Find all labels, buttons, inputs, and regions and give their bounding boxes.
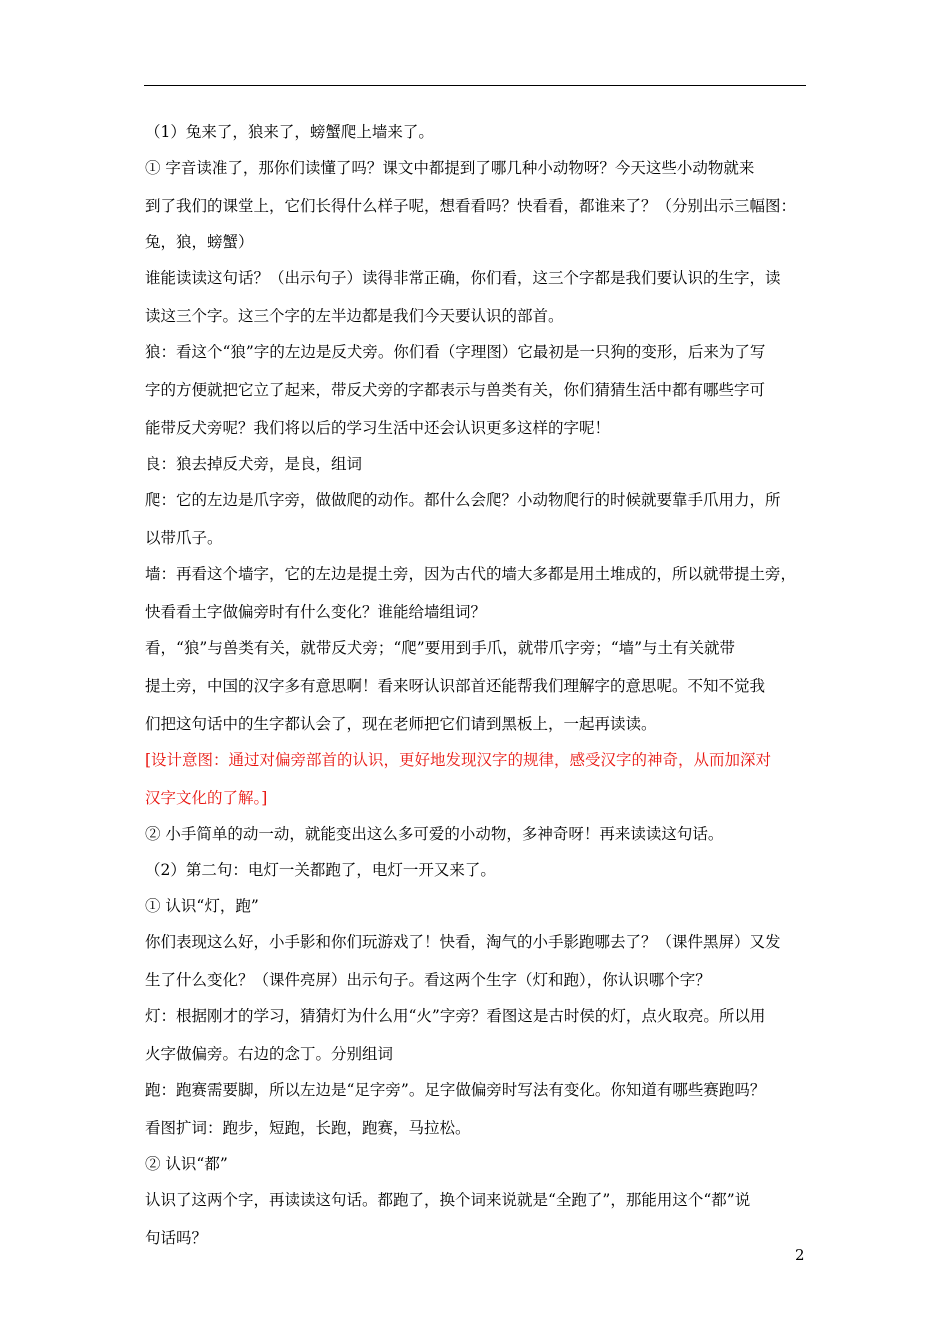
section-heading-1: （1）兔来了，狼来了，螃蟹爬上墙来了。: [145, 123, 434, 141]
text-line: 看，“狼”与兽类有关，就带反犬旁；“爬”要用到手爪，就带爪字旁；“墙”与土有关就带: [145, 639, 736, 657]
design-intent-note: [设计意图：通过对偏旁部首的认识，更好地发现汉字的规律，感受汉字的神奇，从而加深对: [145, 751, 772, 769]
text-line: ② 小手简单的动一动，就能变出这么多可爱的小动物，多神奇呀！再来读读这句话。: [145, 825, 724, 843]
text-line: 谁能读读这句话？（出示句子）读得非常正确，你们看，这三个字都是我们要认识的生字，读: [145, 269, 781, 287]
text-line: 兔，狼，螃蟹）: [145, 233, 254, 251]
text-line: 能带反犬旁呢？我们将以后的学习生活中还会认识更多这样的字呢！: [145, 419, 611, 437]
text-line: 句话吗？: [145, 1229, 208, 1247]
text-line: 火字做偏旁。右边的念丁。分别组词: [145, 1045, 394, 1063]
text-line: 提土旁，中国的汉字多有意思啊！看来呀认识部首还能帮我们理解字的意思呢。不知不觉我: [145, 677, 766, 695]
header-rule: [144, 85, 806, 86]
text-line: 墙：再看这个墙字，它的左边是提土旁，因为古代的墙大多都是用土堆成的，所以就带提土旁，: [145, 565, 797, 583]
text-line: 看图扩词：跑步，短跑，长跑，跑赛，马拉松。: [145, 1119, 471, 1137]
text-line: 到了我们的课堂上，它们长得什么样子呢，想看看吗？快看看，都谁来了？（分别出示三幅图：: [145, 197, 797, 215]
text-line: 们把这句话中的生字都认会了，现在老师把它们请到黑板上，一起再读读。: [145, 715, 657, 733]
document-body: [145, 122, 813, 1248]
text-line: 读这三个字。这三个字的左半边都是我们今天要认识的部首。: [145, 307, 564, 325]
sub-heading: ① 认识“灯，跑”: [145, 897, 259, 915]
text-line: 爬：它的左边是爪字旁，做做爬的动作。都什么会爬？小动物爬行的时候就要靠手爪用力，所: [145, 491, 781, 509]
sub-heading: ② 认识“都”: [145, 1155, 228, 1173]
text-line: 认识了这两个字，再读读这句话。都跑了，换个词来说就是“全跑了”，那能用这个“都”说: [145, 1191, 751, 1209]
text-line: 跑：跑赛需要脚，所以左边是“足字旁”。足字做偏旁时写法有变化。你知道有哪些赛跑吗？: [145, 1081, 766, 1099]
page-number: 2: [795, 1246, 805, 1264]
text-line: 生了什么变化？（课件亮屏）出示句子。看这两个生字（灯和跑），你认识哪个字？: [145, 971, 711, 989]
text-line: 良：狼去掉反犬旁，是良，组词: [145, 455, 363, 473]
text-line: 灯：根据刚才的学习，猜猜灯为什么用“火”字旁？看图这是古时侯的灯，点火取亮。所以用: [145, 1007, 766, 1025]
text-line: 快看看土字做偏旁时有什么变化？谁能给墙组词？: [145, 603, 487, 621]
text-line: 字的方便就把它立了起来，带反犬旁的字都表示与兽类有关，你们猜猜生活中都有哪些字可: [145, 381, 766, 399]
section-heading-2: （2）第二句：电灯一关都跑了，电灯一开又来了。: [145, 861, 496, 879]
text-line: 你们表现这么好，小手影和你们玩游戏了！快看，淘气的小手影跑哪去了？（课件黑屏）又发: [145, 933, 781, 951]
text-line: 以带爪子。: [145, 529, 223, 547]
text-line: 狼：看这个“狼”字的左边是反犬旁。你们看（字理图）它最初是一只狗的变形，后来为了写: [145, 343, 766, 361]
design-intent-note: 汉字文化的了解。]: [145, 789, 268, 807]
text-line: ① 字音读准了，那你们读懂了吗？课文中都提到了哪几种小动物呀？今天这些小动物就来: [145, 159, 755, 177]
